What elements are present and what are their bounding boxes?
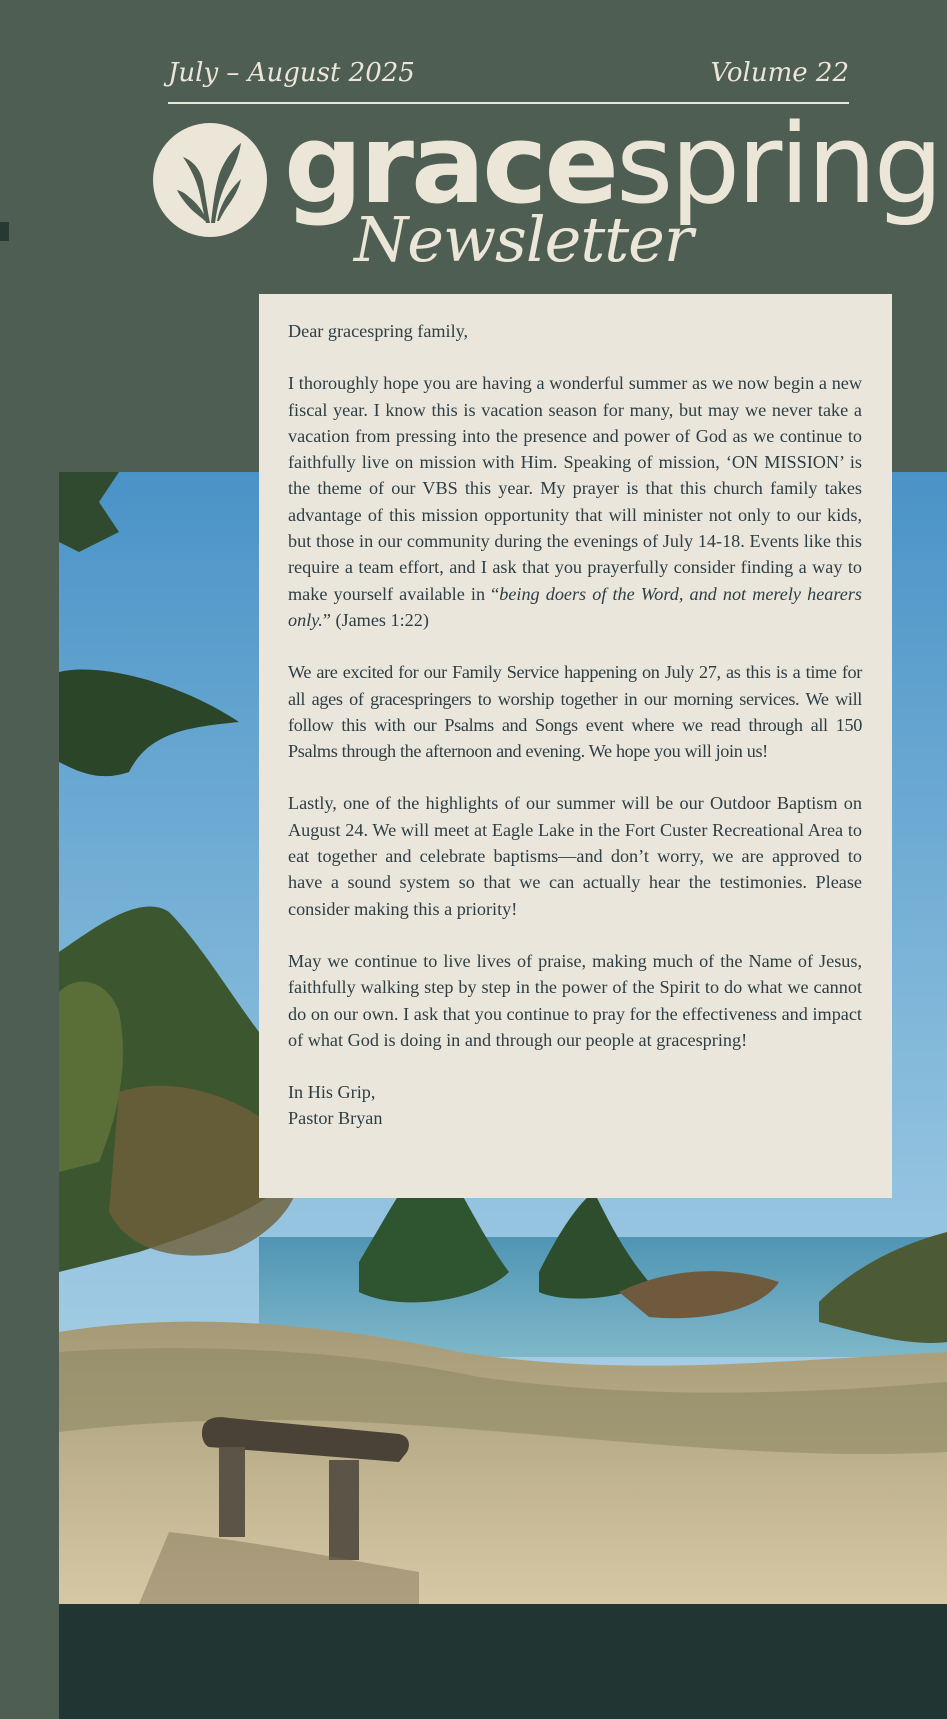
letter-closing: In His Grip, <box>288 1082 376 1103</box>
issue-date: July – August 2025 <box>168 58 415 88</box>
newsletter-subtitle: Newsletter <box>354 203 693 276</box>
pastor-letter <box>259 294 892 1198</box>
issue-volume: Volume 22 <box>710 58 849 88</box>
footer-band <box>59 1604 947 1719</box>
brand-name-light: spring <box>616 100 941 228</box>
letter-paragraph-1-main: I thoroughly hope you are having a wonderful summer as we now begin a new fiscal year. I know this is vacation season for many, but may we never take a vacation from pressing into the presence and power of God as we continue to faithfully live on mission with Him. Speaking of mission, ‘ON MISSION’ is the theme of our VBS this year. My prayer is that this church family takes advantage of this mission opportunity that will minister not only to our kids, but those in our community during the evenings of July 14-18. Events like this require a team effort, and I ask that you prayerfully consider finding a way to make yourself available in “ <box>288 373 862 604</box>
side-marker <box>0 222 9 241</box>
sprout-icon <box>153 123 267 237</box>
letter-greeting: Dear gracespring family, <box>288 321 469 341</box>
brand-name-bold: grace <box>284 100 617 228</box>
newsletter-header <box>168 58 849 88</box>
letter-paragraph-4: May we continue to live lives of praise, making much of the Name of Jesus, faithfully walking step by step in the power of the Spirit to do what we cannot do on our own. I ask that you continue to pray for the effectiveness and impact of what God is doing in and through our people at gracespring! <box>288 950 862 1050</box>
letter-signature: Pastor Bryan <box>288 1108 383 1129</box>
letter-paragraph-3: Lastly, one of the highlights of our summer will be our Outdoor Baptism on August 24. We will meet at Eagle Lake in the Fort Custer Recreational Area to eat together and celebrate baptisms—and don’t worry, we are approved to have a sound system so that we can actually hear the testimonies. Please consider making this a priority! <box>288 793 862 919</box>
scripture-reference: ” (James 1:22) <box>322 609 429 630</box>
letter-paragraph-2: We are excited for our Family Service happening on July 27, as this is a time for all ages of gracespringers to worship together in our morning services. We will follow this with our Psalms and Songs event where we read through all 150 Psalms through the afternoon and evening. We hope you will join us! <box>288 662 862 762</box>
scripture-quote: being doers of the Word, and not merely hearers only. <box>288 583 862 630</box>
letter-paragraph-1 <box>288 370 862 633</box>
